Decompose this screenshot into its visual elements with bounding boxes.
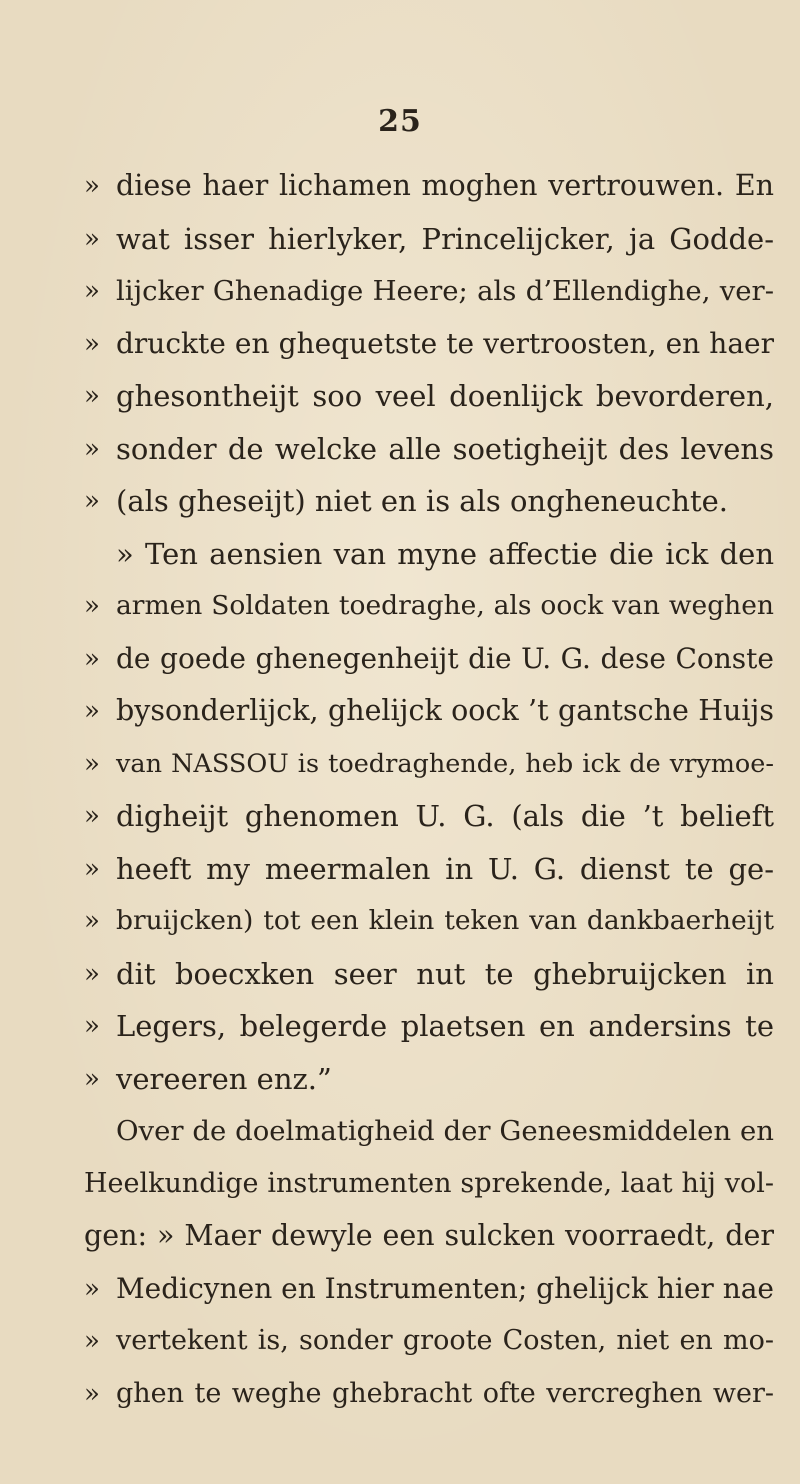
text-line xyxy=(84,1210,774,1263)
text-line xyxy=(84,1263,774,1316)
line-text: digheijt ghenomen U. G. (als die ’t belieft xyxy=(116,799,774,833)
quote-mark: » xyxy=(84,853,100,884)
quote-mark: » xyxy=(84,958,100,989)
text-line-paragraph-start xyxy=(84,528,774,581)
text-line xyxy=(84,895,774,948)
line-text: vertekent is, sonder groote Costen, niet en mo- xyxy=(116,1325,774,1356)
text-line xyxy=(84,790,774,843)
quote-mark: » xyxy=(84,171,100,201)
line-text: Legers, belegerde plaetsen en andersins te xyxy=(116,1009,774,1043)
text-line xyxy=(84,160,774,213)
body-text xyxy=(84,160,774,1420)
line-text: armen Soldaten toedraghe, als oock van weghen xyxy=(116,590,774,621)
line-text: » Ten aensien van myne affectie die ick den xyxy=(116,536,774,571)
text-line-paragraph-start xyxy=(84,1105,774,1158)
quote-mark: » xyxy=(84,328,100,359)
text-line xyxy=(84,1053,774,1106)
text-line xyxy=(84,948,774,1001)
text-line xyxy=(84,843,774,896)
line-text: druckte en ghequetste te vertroosten, en haer xyxy=(116,326,774,360)
line-text: heeft my meermalen in U. G. dienst te ge- xyxy=(116,851,774,886)
line-text: wat isser hierlyker, Princelijcker, ja Godde- xyxy=(116,221,774,256)
text-line xyxy=(84,738,774,791)
line-text: gen: » Maer dewyle een sulcken voorraedt, der xyxy=(84,1219,774,1252)
line-text: Heelkundige instrumenten sprekende, laat hij vol- xyxy=(84,1167,774,1199)
line-text: lijcker Ghenadige Heere; als d’Ellendighe, ver- xyxy=(116,275,774,307)
quote-mark: » xyxy=(84,696,100,726)
text-line xyxy=(84,685,774,738)
text-line xyxy=(84,213,774,266)
quote-mark: » xyxy=(84,1378,100,1409)
line-text: ghen te weghe ghebracht ofte vercreghen wer- xyxy=(116,1377,774,1409)
quote-mark: » xyxy=(84,276,100,306)
text-line xyxy=(84,475,774,528)
text-line xyxy=(84,580,774,633)
line-text: (als gheseijt) niet en is als ongheneuchte. xyxy=(116,484,728,518)
quote-mark: » xyxy=(84,801,100,831)
page-number: 25 xyxy=(378,104,422,139)
quote-mark: » xyxy=(84,906,100,936)
text-line xyxy=(84,1315,774,1368)
text-line xyxy=(84,1368,774,1421)
line-text: vereeren enz.” xyxy=(116,1061,332,1096)
line-text: bysonderlijck, ghelijck oock ’t gantsche Huijs xyxy=(116,694,774,727)
text-line xyxy=(84,1000,774,1053)
line-text: diese haer lichamen moghen vertrouwen. En xyxy=(116,169,774,202)
quote-mark: » xyxy=(84,486,100,516)
text-line xyxy=(84,423,774,476)
line-text: dit boecxken seer nut te ghebruijcken in xyxy=(116,956,774,991)
line-text: Medicynen en Instrumenten; ghelijck hier nae xyxy=(116,1271,774,1305)
quote-mark: » xyxy=(84,433,100,464)
quote-mark: » xyxy=(84,381,100,411)
line-text: ghesontheijt soo veel doenlijck bevorderen, xyxy=(116,379,774,413)
text-line xyxy=(84,370,774,423)
text-line xyxy=(84,265,774,318)
quote-mark: » xyxy=(84,1011,100,1041)
quote-mark: » xyxy=(84,1063,100,1094)
line-text: Over de doelmatigheid der Geneesmiddelen en xyxy=(116,1115,774,1147)
quote-mark: » xyxy=(84,748,100,779)
line-text: sonder de welcke alle soetigheijt des levens xyxy=(116,431,774,466)
text-line xyxy=(84,318,774,371)
quote-mark: » xyxy=(84,1273,100,1304)
line-text: van NASSOU is toedraghende, heb ick de vrymoe- xyxy=(116,748,774,779)
text-line xyxy=(84,633,774,686)
quote-mark: » xyxy=(84,223,100,254)
text-line xyxy=(84,1158,774,1211)
line-text: de goede ghenegenheijt die U. G. dese Conste xyxy=(116,641,774,675)
line-text: bruijcken) tot een klein teken van dankbaerheijt xyxy=(116,905,774,936)
quote-mark: » xyxy=(84,643,100,674)
quote-mark: » xyxy=(84,1326,100,1356)
quote-mark: » xyxy=(84,591,100,621)
